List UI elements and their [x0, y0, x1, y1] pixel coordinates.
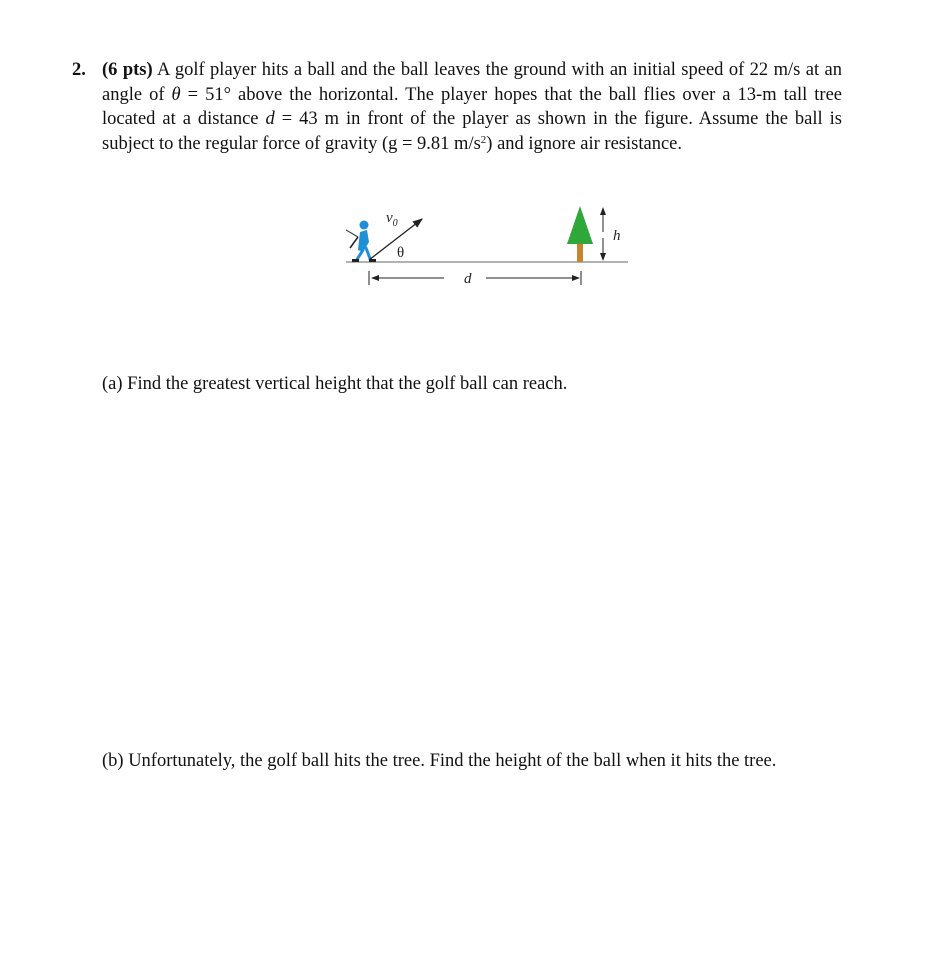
statement-part-4: ) and ignore air resistance.	[486, 133, 682, 154]
statement-part-3: = 43 m in front of the player as shown in the figure. Assume the ball is subject to the regular force of gravity (g = 9.81 m/s	[102, 109, 842, 154]
problem-points: (6 pts)	[102, 60, 153, 80]
theta-label: θ	[397, 245, 405, 261]
golfer-icon	[346, 221, 376, 263]
d-variable: d	[265, 109, 275, 129]
theta-variable: θ	[171, 84, 181, 105]
part-b-question: (b) Unfortunately, the golf ball hits the tree. Find the height of the ball when it hits the tree.	[102, 751, 777, 771]
statement-part-2: = 51° above the horizontal. The player hopes that the ball flies over a 13-m tall tree located at a distance	[102, 84, 842, 129]
tree-icon	[567, 206, 593, 262]
golf-figure	[336, 182, 640, 302]
part-a-question: (a) Find the greatest vertical height that the golf ball can reach.	[102, 374, 568, 394]
h-label: h	[613, 228, 621, 244]
v0-label: $v_0$	[386, 210, 398, 229]
problem-statement	[102, 58, 842, 156]
problem-2	[72, 58, 842, 156]
squared-exponent: 2	[480, 133, 487, 146]
problem-number: 2.	[72, 60, 86, 80]
statement-part-1: A golf player hits a ball and the ball leaves the ground with an initial speed of 22 m/s at an angle of	[102, 60, 842, 105]
golf-diagram	[336, 182, 640, 302]
d-label: d	[464, 271, 472, 287]
